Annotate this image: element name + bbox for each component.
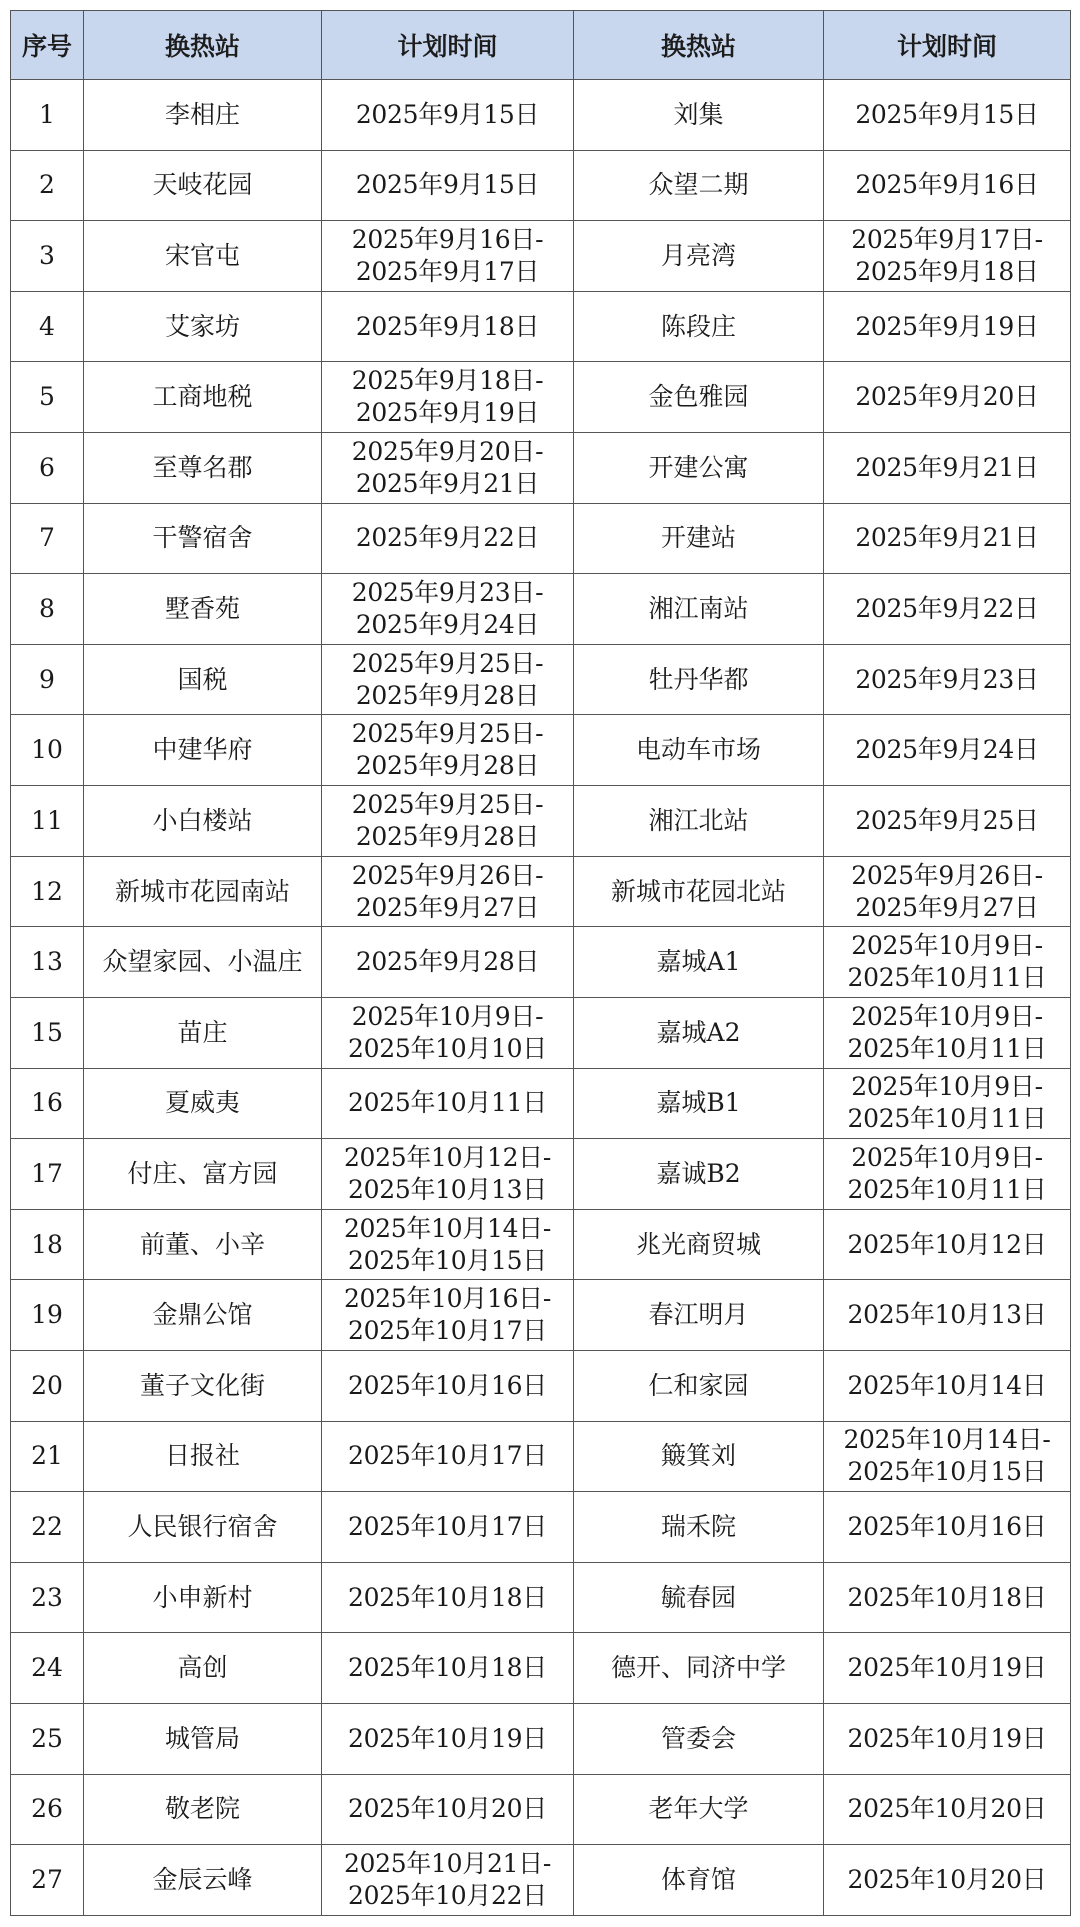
date-line: 2025年10月11日 [847,1104,1047,1134]
table-row [11,1421,1071,1492]
planned-time-right-cell [824,221,1071,292]
date-line: 2025年10月17日 [348,1511,547,1541]
date-line: 2025年9月15日 [355,99,540,129]
date-line: 2025年10月15日 [348,1245,547,1275]
station-right-cell: 瑞禾院 [574,1492,824,1563]
serial-number-cell: 25 [11,1704,84,1775]
planned-time-right-cell [824,362,1071,433]
planned-time-left-cell [322,1633,574,1704]
serial-number-cell: 20 [11,1350,84,1421]
date-line: 2025年10月9日- [351,1001,544,1031]
station-left-cell: 金鼎公馆 [84,1280,322,1351]
planned-time-left-cell [322,1068,574,1139]
serial-number-cell: 3 [11,221,84,292]
table-row [11,1209,1071,1280]
date-line: 2025年10月12日- [343,1142,552,1172]
date-line: 2025年9月16日 [855,170,1039,200]
date-line: 2025年10月9日- [851,1072,1043,1102]
serial-number-cell: 16 [11,1068,84,1139]
planned-time-left-cell [322,80,574,151]
date-line: 2025年9月28日 [355,821,540,851]
planned-time-left-cell [322,927,574,998]
table-row [11,433,1071,504]
table-row [11,1280,1071,1351]
planned-time-right-cell [824,1209,1071,1280]
planned-time-left-cell [322,221,574,292]
date-line: 2025年9月17日- [851,225,1043,255]
planned-time-left-cell [322,997,574,1068]
planned-time-right-cell [824,997,1071,1068]
serial-number-cell: 12 [11,856,84,927]
station-right-cell: 春江明月 [574,1280,824,1351]
table-row [11,997,1071,1068]
planned-time-left-cell [322,574,574,645]
date-line: 2025年9月20日 [855,382,1039,412]
table-row [11,1139,1071,1210]
header-row [11,11,1071,80]
date-line: 2025年9月21日 [855,523,1039,553]
station-left-cell: 至尊名郡 [84,433,322,504]
station-left-cell: 干警宿舍 [84,503,322,574]
station-left-cell: 夏威夷 [84,1068,322,1139]
date-line: 2025年10月11日 [847,1033,1047,1063]
date-line: 2025年9月22日 [355,523,540,553]
serial-number-cell: 10 [11,715,84,786]
planned-time-right-cell [824,1068,1071,1139]
date-line: 2025年9月26日- [851,860,1043,890]
station-right-cell: 嘉城A2 [574,997,824,1068]
station-left-cell: 小申新村 [84,1562,322,1633]
station-left-cell: 宋官屯 [84,221,322,292]
planned-time-right-cell [824,715,1071,786]
planned-time-right-cell [824,1845,1071,1916]
header-time-left: 计划时间 [322,11,574,80]
planned-time-left-cell [322,1139,574,1210]
station-right-cell: 嘉诚B2 [574,1139,824,1210]
date-line: 2025年10月16日 [847,1511,1047,1541]
planned-time-right-cell [824,433,1071,504]
station-left-cell: 苗庄 [84,997,322,1068]
station-left-cell: 金辰云峰 [84,1845,322,1916]
date-line: 2025年10月14日 [847,1370,1047,1400]
serial-number-cell: 7 [11,503,84,574]
planned-time-right-cell [824,1633,1071,1704]
station-left-cell: 中建华府 [84,715,322,786]
planned-time-left-cell [322,715,574,786]
date-line: 2025年9月28日 [355,947,540,977]
serial-number-cell: 1 [11,80,84,151]
station-left-cell: 国税 [84,644,322,715]
header-time-right: 计划时间 [824,11,1071,80]
station-right-cell: 德开、同济中学 [574,1633,824,1704]
schedule-sheet [10,10,1070,1916]
station-left-cell: 高创 [84,1633,322,1704]
serial-number-cell: 2 [11,150,84,221]
serial-number-cell: 24 [11,1633,84,1704]
date-line: 2025年9月28日 [355,751,540,781]
planned-time-left-cell [322,362,574,433]
station-right-cell: 湘江北站 [574,786,824,857]
serial-number-cell: 11 [11,786,84,857]
station-right-cell: 开建站 [574,503,824,574]
station-right-cell: 牡丹华都 [574,644,824,715]
date-line: 2025年10月16日 [348,1370,547,1400]
serial-number-cell: 22 [11,1492,84,1563]
date-line: 2025年10月19日 [847,1723,1047,1753]
station-right-cell: 开建公寓 [574,433,824,504]
header-station-left: 换热站 [84,11,322,80]
date-line: 2025年9月17日 [355,257,540,287]
planned-time-right-cell [824,786,1071,857]
station-left-cell: 人民银行宿舍 [84,1492,322,1563]
date-line: 2025年9月18日 [355,311,540,341]
table-row [11,574,1071,645]
date-line: 2025年10月9日- [851,1001,1043,1031]
table-body [11,80,1071,1916]
table-row [11,362,1071,433]
station-left-cell: 天岐花园 [84,150,322,221]
station-right-cell: 湘江南站 [574,574,824,645]
station-right-cell: 陈段庄 [574,291,824,362]
date-line: 2025年10月11日 [847,1174,1047,1204]
table-row [11,150,1071,221]
date-line: 2025年9月25日- [351,648,544,678]
date-line: 2025年9月25日 [855,805,1039,835]
serial-number-cell: 6 [11,433,84,504]
date-line: 2025年9月21日 [355,468,540,498]
serial-number-cell: 15 [11,997,84,1068]
table-row [11,644,1071,715]
date-line: 2025年9月22日 [855,594,1039,624]
date-line: 2025年9月16日- [351,225,544,255]
date-line: 2025年10月9日- [851,931,1043,961]
planned-time-right-cell [824,1421,1071,1492]
date-line: 2025年10月14日- [843,1425,1051,1455]
planned-time-right-cell [824,503,1071,574]
planned-time-right-cell [824,574,1071,645]
date-line: 2025年10月22日 [348,1881,547,1911]
station-left-cell: 众望家园、小温庄 [84,927,322,998]
date-line: 2025年9月23日 [855,664,1039,694]
planned-time-right-cell [824,1704,1071,1775]
planned-time-left-cell [322,1704,574,1775]
station-left-cell: 小白楼站 [84,786,322,857]
planned-time-right-cell [824,1350,1071,1421]
station-right-cell: 电动车市场 [574,715,824,786]
planned-time-left-cell [322,1845,574,1916]
station-left-cell: 李相庄 [84,80,322,151]
date-line: 2025年10月11日 [847,963,1047,993]
station-right-cell: 新城市花园北站 [574,856,824,927]
date-line: 2025年10月19日 [348,1723,547,1753]
planned-time-left-cell [322,1492,574,1563]
date-line: 2025年9月18日 [855,257,1039,287]
date-line: 2025年9月15日 [355,170,540,200]
planned-time-right-cell [824,1492,1071,1563]
table-row [11,856,1071,927]
header-station-right: 换热站 [574,11,824,80]
planned-time-right-cell [824,1139,1071,1210]
table-row [11,1562,1071,1633]
serial-number-cell: 21 [11,1421,84,1492]
date-line: 2025年9月15日 [855,99,1039,129]
serial-number-cell: 17 [11,1139,84,1210]
station-right-cell: 体育馆 [574,1845,824,1916]
date-line: 2025年9月20日- [351,436,544,466]
date-line: 2025年9月26日- [351,860,544,890]
date-line: 2025年9月24日 [355,610,540,640]
serial-number-cell: 9 [11,644,84,715]
station-left-cell: 日报社 [84,1421,322,1492]
date-line: 2025年9月27日 [355,892,540,922]
planned-time-right-cell [824,856,1071,927]
station-left-cell: 艾家坊 [84,291,322,362]
planned-time-left-cell [322,1562,574,1633]
station-right-cell: 刘集 [574,80,824,151]
date-line: 2025年9月24日 [855,735,1039,765]
station-left-cell: 墅香苑 [84,574,322,645]
serial-number-cell: 27 [11,1845,84,1916]
table-row [11,1492,1071,1563]
table-row [11,1068,1071,1139]
table-row [11,927,1071,998]
planned-time-left-cell [322,786,574,857]
planned-time-left-cell [322,1774,574,1845]
planned-time-left-cell [322,433,574,504]
date-line: 2025年9月23日- [351,578,544,608]
date-line: 2025年10月13日 [847,1300,1047,1330]
station-left-cell: 工商地税 [84,362,322,433]
date-line: 2025年9月18日- [351,366,544,396]
station-left-cell: 敬老院 [84,1774,322,1845]
planned-time-left-cell [322,291,574,362]
table-header [11,11,1071,80]
date-line: 2025年10月19日 [847,1653,1047,1683]
serial-number-cell: 13 [11,927,84,998]
serial-number-cell: 23 [11,1562,84,1633]
date-line: 2025年10月18日 [847,1582,1047,1612]
planned-time-left-cell [322,150,574,221]
date-line: 2025年10月20日 [348,1794,547,1824]
table-row [11,786,1071,857]
table-row [11,715,1071,786]
planned-time-left-cell [322,644,574,715]
station-right-cell: 金色雅园 [574,362,824,433]
date-line: 2025年10月17日 [348,1441,547,1471]
station-right-cell: 老年大学 [574,1774,824,1845]
serial-number-cell: 5 [11,362,84,433]
date-line: 2025年10月20日 [847,1865,1047,1895]
station-left-cell: 董子文化街 [84,1350,322,1421]
station-left-cell: 前董、小辛 [84,1209,322,1280]
station-left-cell: 付庄、富方园 [84,1139,322,1210]
date-line: 2025年10月18日 [348,1653,547,1683]
table-row [11,1633,1071,1704]
planned-time-right-cell [824,1774,1071,1845]
planned-time-left-cell [322,856,574,927]
station-left-cell: 新城市花园南站 [84,856,322,927]
planned-time-left-cell [322,1209,574,1280]
table-row [11,503,1071,574]
table-row [11,1845,1071,1916]
date-line: 2025年10月18日 [348,1582,547,1612]
planned-time-right-cell [824,644,1071,715]
date-line: 2025年9月27日 [855,892,1039,922]
station-right-cell: 簸箕刘 [574,1421,824,1492]
planned-time-right-cell [824,150,1071,221]
date-line: 2025年10月10日 [348,1033,547,1063]
planned-time-left-cell [322,1350,574,1421]
planned-time-left-cell [322,1421,574,1492]
table-row [11,1350,1071,1421]
date-line: 2025年10月12日 [847,1229,1047,1259]
date-line: 2025年9月28日 [355,680,540,710]
date-line: 2025年9月25日- [351,719,544,749]
date-line: 2025年9月25日- [351,789,544,819]
date-line: 2025年10月14日- [343,1213,552,1243]
date-line: 2025年10月16日- [343,1284,552,1314]
table-row [11,80,1071,151]
planned-time-right-cell [824,1280,1071,1351]
station-right-cell: 嘉城A1 [574,927,824,998]
table-row [11,1774,1071,1845]
planned-time-right-cell [824,1562,1071,1633]
planned-time-right-cell [824,80,1071,151]
serial-number-cell: 26 [11,1774,84,1845]
date-line: 2025年10月13日 [348,1174,547,1204]
serial-number-cell: 4 [11,291,84,362]
station-right-cell: 嘉城B1 [574,1068,824,1139]
date-line: 2025年10月11日 [348,1088,547,1118]
date-line: 2025年10月9日- [851,1142,1043,1172]
serial-number-cell: 19 [11,1280,84,1351]
planned-time-left-cell [322,503,574,574]
date-line: 2025年10月20日 [847,1794,1047,1824]
heating-station-schedule-table [10,10,1071,1916]
table-row [11,291,1071,362]
station-left-cell: 城管局 [84,1704,322,1775]
header-serial-number: 序号 [11,11,84,80]
station-right-cell: 管委会 [574,1704,824,1775]
station-right-cell: 众望二期 [574,150,824,221]
date-line: 2025年10月21日- [343,1849,552,1879]
date-line: 2025年9月19日 [355,398,540,428]
date-line: 2025年10月15日 [847,1457,1047,1487]
station-right-cell: 兆光商贸城 [574,1209,824,1280]
date-line: 2025年9月21日 [855,452,1039,482]
table-row [11,221,1071,292]
station-right-cell: 毓春园 [574,1562,824,1633]
serial-number-cell: 8 [11,574,84,645]
station-right-cell: 仁和家园 [574,1350,824,1421]
planned-time-right-cell [824,927,1071,998]
planned-time-left-cell [322,1280,574,1351]
planned-time-right-cell [824,291,1071,362]
serial-number-cell: 18 [11,1209,84,1280]
date-line: 2025年10月17日 [348,1316,547,1346]
table-row [11,1704,1071,1775]
date-line: 2025年9月19日 [855,311,1039,341]
station-right-cell: 月亮湾 [574,221,824,292]
